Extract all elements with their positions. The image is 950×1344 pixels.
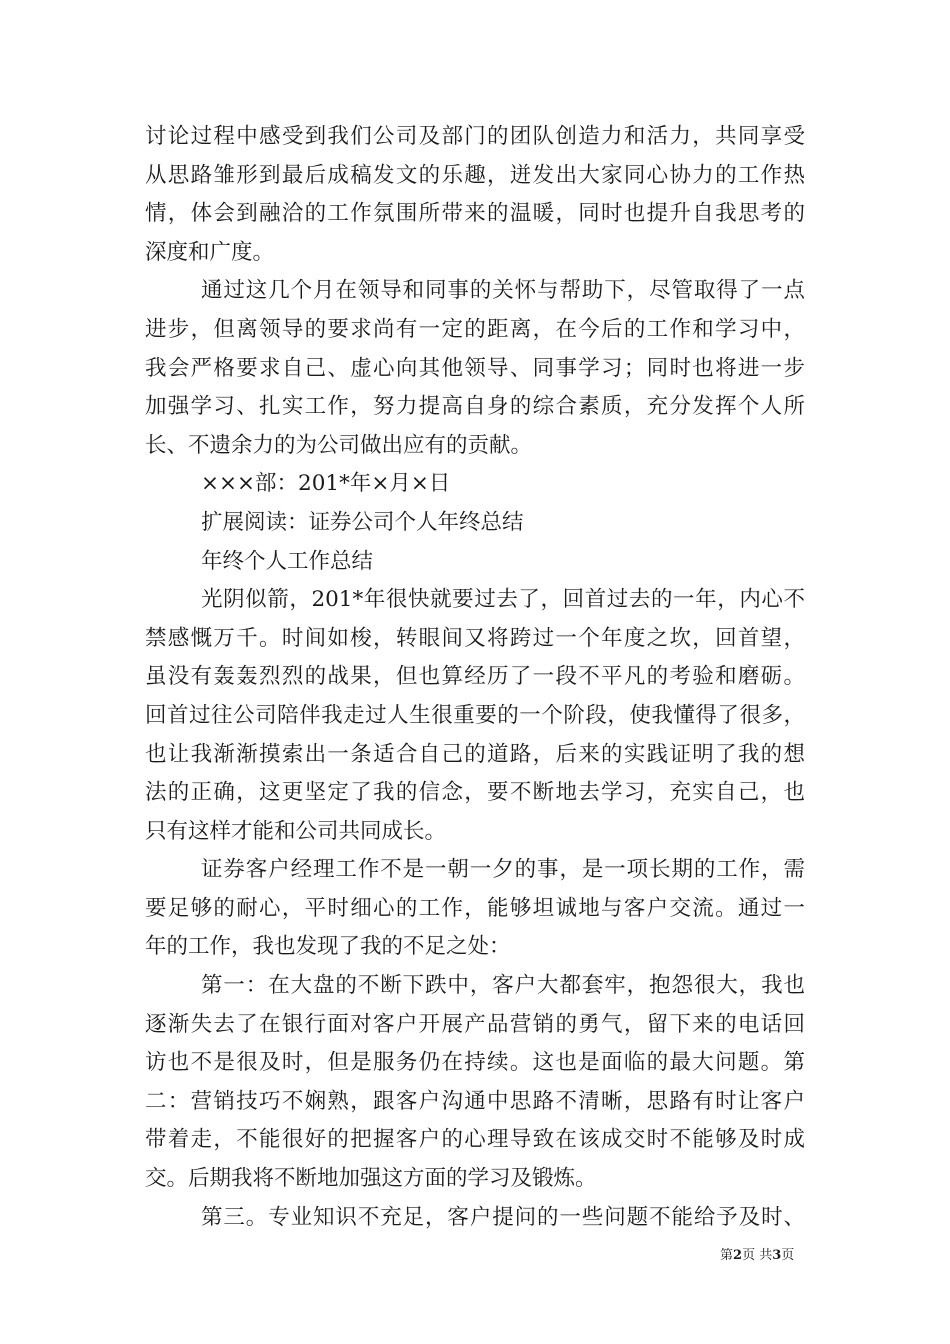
- text-line: 回首过往公司陪伴我走过人生很重要的一个阶段，使我懂得了很多，: [145, 702, 805, 728]
- current-page-number: 2: [733, 1248, 743, 1263]
- footer-prefix: 第: [720, 1248, 734, 1263]
- text-line: 情，体会到融洽的工作氛围所带来的温暖，同时也提升自我思考的: [145, 201, 805, 227]
- text-line: 光阴似箭，201*年很快就要过去了，回首过去的一年，内心不: [201, 587, 805, 613]
- text-line: 二：营销技巧不娴熟，跟客户沟通中思路不清晰，思路有时让客户: [145, 1088, 805, 1114]
- text-line: 年终个人工作总结: [201, 548, 374, 574]
- text-line: 我会严格要求自己、虚心向其他领导、同事学习；同时也将进一步: [145, 355, 805, 381]
- text-line: 禁感慨万千。时间如梭，转眼间又将跨过一个年度之坎，回首望，: [145, 625, 805, 651]
- text-line: 扩展阅读：证券公司个人年终总结: [201, 509, 524, 535]
- text-line: 从思路雏形到最后成稿发文的乐趣，迸发出大家同心协力的工作热: [145, 162, 805, 188]
- text-line: 只有这样才能和公司共同成长。: [145, 818, 447, 844]
- text-line: 加强学习、扎实工作，努力提高自身的综合素质，充分发挥个人所: [145, 394, 805, 420]
- text-line: 法的正确，这更坚定了我的信念，要不断地去学习，充实自己，也: [145, 780, 805, 806]
- text-line: 也让我渐渐摸索出一条适合自己的道路，后来的实践证明了我的想: [145, 741, 805, 767]
- text-line: ×××部：201*年×月×日: [201, 471, 451, 497]
- text-line: 深度和广度。: [145, 239, 275, 265]
- text-line: 第三。专业知识不充足，客户提问的一些问题不能给予及时、: [201, 1204, 805, 1230]
- text-line: 长、不遗余力的为公司做出应有的贡献。: [145, 432, 533, 458]
- text-line: 年的工作，我也发现了我的不足之处：: [145, 934, 511, 960]
- text-line: 逐渐失去了在银行面对客户开展产品营销的勇气，留下来的电话回: [145, 1011, 805, 1037]
- text-line: 第一：在大盘的不断下跌中，客户大都套牢，抱怨很大，我也: [201, 973, 805, 999]
- footer-suffix: 页: [781, 1248, 795, 1263]
- text-line: 访也不是很及时，但是服务仍在持续。这也是面临的最大问题。第: [145, 1050, 805, 1076]
- footer-middle: 页 共: [742, 1248, 773, 1263]
- text-line: 带着走，不能很好的把握客户的心理导致在该成交时不能够及时成: [145, 1127, 805, 1153]
- total-page-number: 3: [772, 1248, 782, 1263]
- text-line: 通过这几个月在领导和同事的关怀与帮助下，尽管取得了一点: [201, 278, 805, 304]
- text-line: 虽没有轰轰烈烈的战果，但也算经历了一段不平凡的考验和磨砺。: [145, 664, 805, 690]
- text-line: 讨论过程中感受到我们公司及部门的团队创造力和活力，共同享受: [145, 124, 805, 149]
- text-line: 进步，但离领导的要求尚有一定的距离，在今后的工作和学习中，: [145, 316, 805, 342]
- document-body: [145, 118, 805, 1237]
- page-footer: [720, 1247, 794, 1265]
- text-line: 证券客户经理工作不是一朝一夕的事，是一项长期的工作，需: [201, 857, 805, 883]
- text-line: 交。后期我将不断地加强这方面的学习及锻炼。: [145, 1166, 597, 1192]
- text-line: 要足够的耐心，平时细心的工作，能够坦诚地与客户交流。通过一: [145, 895, 805, 921]
